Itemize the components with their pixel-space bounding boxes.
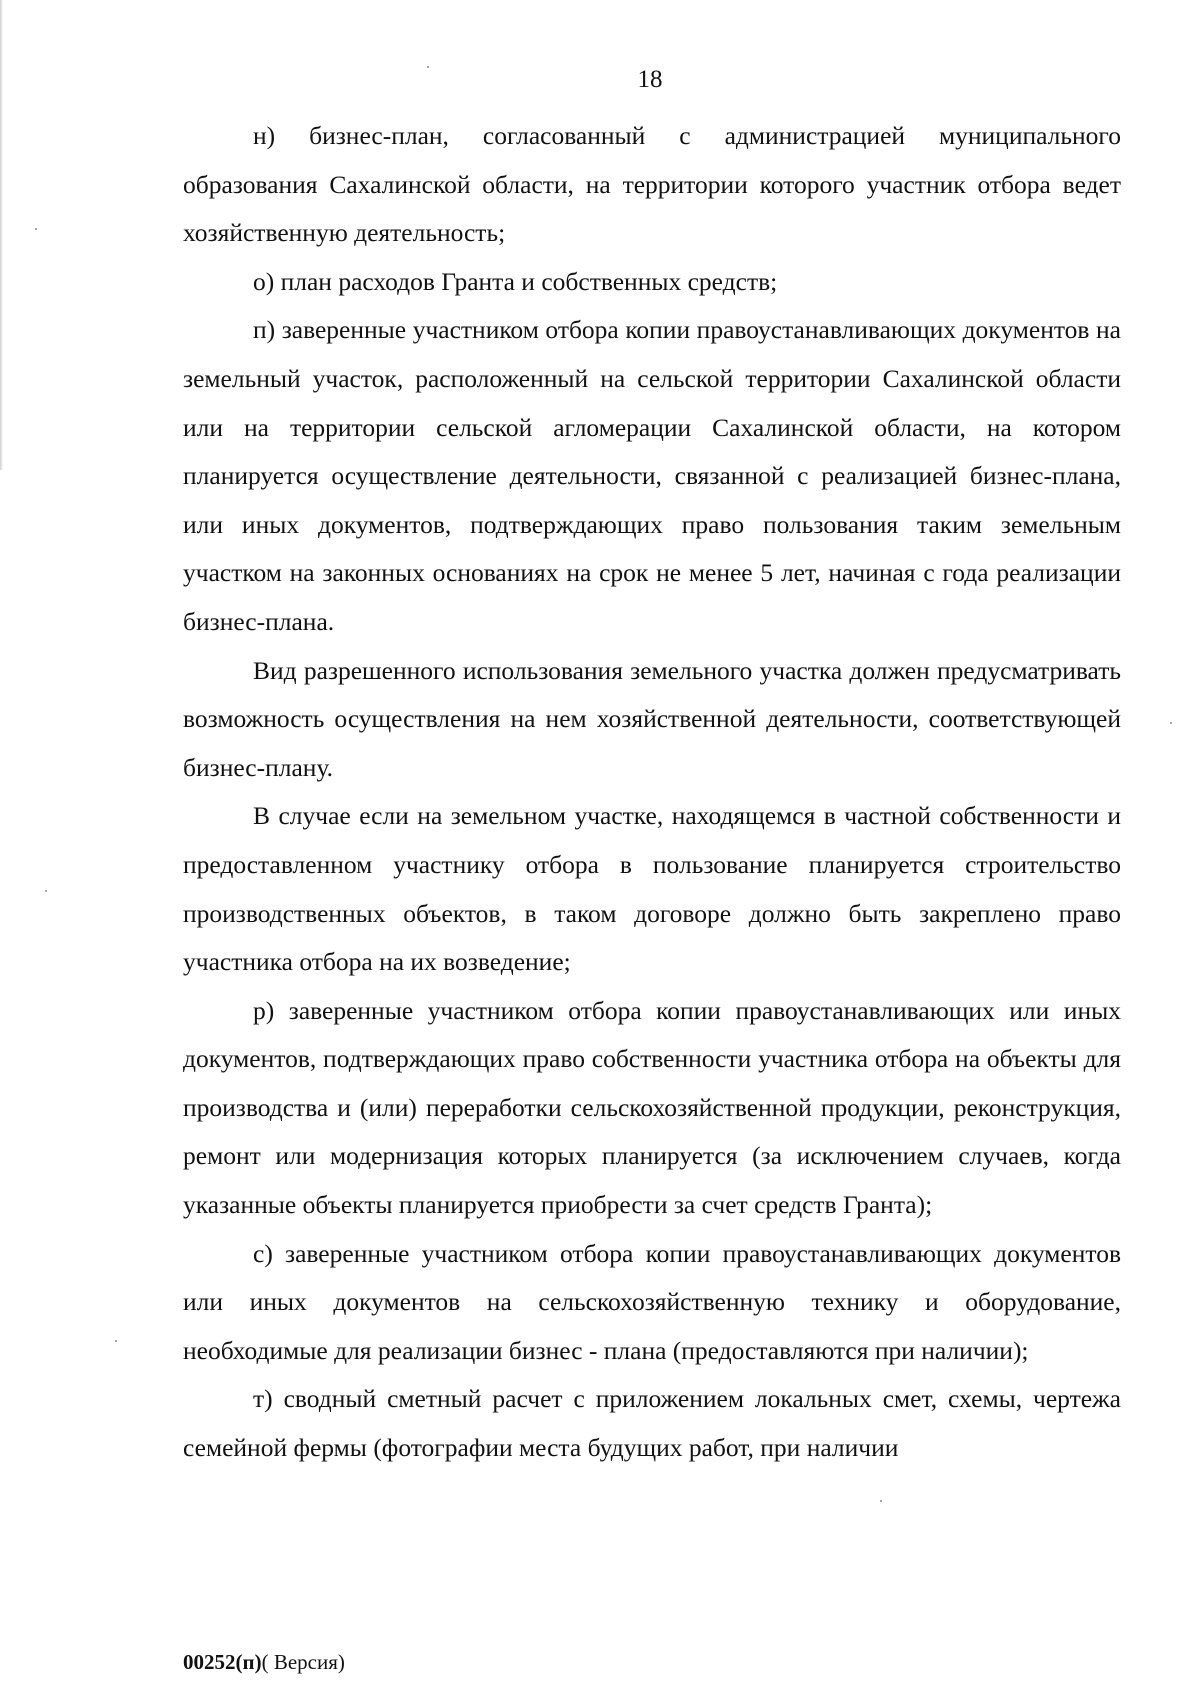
document-footer xyxy=(183,1650,345,1675)
paragraph-t: т) сводный сметный расчет с приложением локальных смет, схемы, чертежа семейной фермы (фотографии места будущих работ, при наличии xyxy=(183,1384,1121,1463)
paragraph-r: р) заверенные участником отбора копии правоустанавливающих или иных документов, подтверждающих право собственности участника отбора на объекты для производства и (или) переработки сельскохозяйственной продукции, реконструкция, ремонт или модернизация которых планируется (за исключением случаев, когда указанные объекты планируется приобрести за счет средств Гранта); xyxy=(183,995,1121,1220)
scan-speck xyxy=(880,1500,882,1502)
document-code: 00252(п) xyxy=(183,1650,262,1674)
scan-speck xyxy=(1170,722,1172,724)
paragraph-n: н) бизнес-план, согласованный с администрацией муниципального образования Сахалинской области, на территории которого участник отбора ведет хозяйственную деятельность; xyxy=(183,121,1121,248)
document-body xyxy=(183,112,1121,1473)
paragraph-o: о) план расходов Гранта и собственных средств; xyxy=(253,266,778,296)
scan-speck xyxy=(115,1340,117,1342)
page-number: 18 xyxy=(637,66,663,93)
paragraph-p: п) заверенные участником отбора копии правоустанавливающих документов на земельный участок, расположенный на сельской территории Сахалинской области или на территории сельской агломерации Сахалинской области, на котором планируется осуществление деятельности, связанной с реализацией бизнес-плана, или иных документов, подтверждающих право пользования таким земельным участком на законных основаниях на срок не менее 5 лет, начиная с года реализации бизнес-плана. xyxy=(183,315,1121,636)
scan-speck xyxy=(35,228,37,230)
document-version: ( Версия) xyxy=(261,1650,345,1674)
paragraph-private-property: В случае если на земельном участке, находящемся в частной собственности и предоставленном участнику отбора в пользование планируется строительство производственных объектов, в таком договоре должно быть закреплено право участника отбора на их возведение; xyxy=(183,801,1121,977)
paragraph-s: с) заверенные участником отбора копии правоустанавливающих документов или иных документов на сельскохозяйственную технику и оборудование, необходимые для реализации бизнес - плана (предоставляются при наличии); xyxy=(183,1238,1121,1365)
scan-speck xyxy=(45,890,47,892)
paragraph-permitted-use: Вид разрешенного использования земельного участка должен предусматривать возможность осуществления на нем хозяйственной деятельности, соответствующей бизнес-плану. xyxy=(183,655,1121,782)
